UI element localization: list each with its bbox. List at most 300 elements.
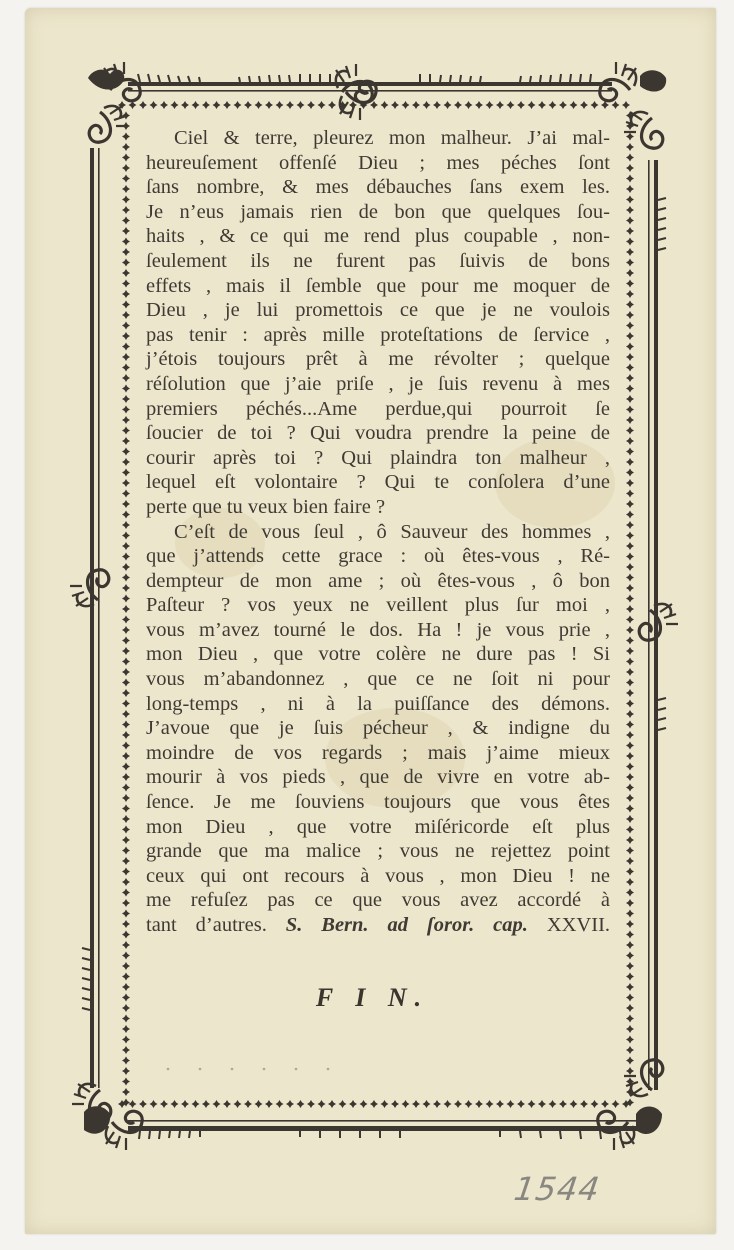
text-line: haits , & ce qui me rend plus coupable , non- (146, 225, 610, 248)
flower-chain-link (244, 101, 252, 109)
text-line: grande que ma malice ; vous ne rejettez point (146, 840, 610, 863)
flower-chain-link (122, 1088, 130, 1096)
flower-chain-link (122, 847, 130, 855)
flower-chain-link (122, 458, 130, 466)
flower-chain-link (122, 815, 130, 823)
chapter-number: XXVII. (546, 914, 611, 936)
flower-chain-link (307, 101, 315, 109)
flower-chain-link (122, 941, 130, 949)
flower-chain-link (612, 101, 620, 109)
flower-chain-link (626, 343, 634, 351)
flower-chain-link (517, 101, 525, 109)
flower-chain-link (612, 1100, 620, 1108)
flower-chain-link (122, 133, 130, 141)
flower-chain-link (507, 1100, 515, 1108)
flower-chain-link (122, 164, 130, 172)
flower-chain-link (626, 868, 634, 876)
flower-chain-link (122, 1025, 130, 1033)
flower-chain-link (150, 1100, 158, 1108)
flower-chain-link (626, 805, 634, 813)
flower-chain-link (507, 101, 515, 109)
flower-chain-link (559, 1100, 567, 1108)
flower-chain-link (297, 1100, 305, 1108)
flower-chain-link (213, 1100, 221, 1108)
flower-chain-link (475, 101, 483, 109)
flower-chain-link (454, 101, 462, 109)
flower-chain-link (122, 385, 130, 393)
flower-chain-link (626, 217, 634, 225)
text-line: premiers péchés...Ame perdue,qui pourroit ſe (146, 397, 610, 420)
flower-chain-link (122, 364, 130, 372)
flower-chain-link (626, 679, 634, 687)
flower-chain-link (626, 721, 634, 729)
flower-chain-link (122, 742, 130, 750)
flower-chain-link (626, 469, 634, 477)
flower-chain-link (122, 700, 130, 708)
flower-chain-link (626, 427, 634, 435)
flower-chain-link (122, 962, 130, 970)
flower-chain-link (486, 1100, 494, 1108)
side-ornament-left (70, 570, 109, 606)
flower-chain-link (626, 500, 634, 508)
flower-chain-link (626, 479, 634, 487)
faint-dot-row (148, 1064, 468, 1074)
flower-chain-link (318, 101, 326, 109)
flower-chain-link (549, 101, 557, 109)
flower-chain-link (626, 752, 634, 760)
flower-chain-link (171, 101, 179, 109)
flower-chain-link (122, 763, 130, 771)
flower-chain-link (122, 563, 130, 571)
flower-chain-link (265, 101, 273, 109)
flower-chain-link (234, 101, 242, 109)
flower-chain-link (122, 490, 130, 498)
flower-chain-link (580, 101, 588, 109)
flower-chain-link (538, 1100, 546, 1108)
text-line-final (146, 913, 610, 938)
flower-chain-link (570, 101, 578, 109)
flower-chain-link (626, 668, 634, 676)
flower-chain-link (122, 584, 130, 592)
flower-chain-link (122, 500, 130, 508)
flower-chain-link (122, 353, 130, 361)
flower-chain-link (122, 1078, 130, 1086)
flower-chain-link (626, 899, 634, 907)
flower-chain-link (622, 101, 630, 109)
text-line: long-temps , ni à la puiſſance des démons. (146, 692, 610, 715)
flower-chain-link (517, 1100, 525, 1108)
text-line: pas tenir : après mille proteſtations de ſervice , (146, 323, 610, 346)
closing-fin: F I N. (315, 983, 430, 1012)
text-line: ſence. Je me ſouviens toujours que vous êtes (146, 791, 610, 814)
flower-chain-link (626, 364, 634, 372)
flower-chain-link (122, 112, 130, 120)
flower-chain-link (381, 1100, 389, 1108)
final-line-text: tant d’autres. (146, 914, 267, 936)
flower-chain-link (626, 532, 634, 540)
flower-chain-link (626, 1015, 634, 1023)
text-line: Paſteur ? vos yeux ne veillent plus ſur moi , (146, 594, 610, 617)
handwritten-pencil-number: 1544 (511, 1170, 603, 1208)
flower-chain-link (626, 416, 634, 424)
flower-chain-link (122, 721, 130, 729)
flower-chain-link (626, 185, 634, 193)
flower-chain-link (454, 1100, 462, 1108)
flower-chain-link (626, 1046, 634, 1054)
flower-chain-link (538, 101, 546, 109)
flower-chain-link (122, 647, 130, 655)
flower-chain-link (626, 353, 634, 361)
flower-chain-link (496, 1100, 504, 1108)
text-line: heureuſement offenſé Dieu ; mes péches ſont (146, 151, 610, 174)
flower-chain-link (626, 133, 634, 141)
text-line: Dieu , je lui promettois ce que je ne voulois (146, 299, 610, 322)
text-line: mourir à vos pieds , que de vivre en votre ab- (146, 766, 610, 789)
flower-chain-link (626, 1036, 634, 1044)
flower-chain-link (559, 101, 567, 109)
flower-chain-link (122, 784, 130, 792)
flower-chain-link (122, 910, 130, 918)
text-line: que j’attends cette grace : où êtes-vous , Ré- (146, 545, 610, 568)
flower-chain-link (122, 773, 130, 781)
flower-chain-link (122, 122, 130, 130)
flower-chain-link (122, 731, 130, 739)
text-line: Ciel & terre, pleurez mon malheur. J’ai mal- (174, 127, 610, 149)
text-line: ſeulement ils ne furent pas ſuivis de bons (146, 249, 610, 272)
flower-chain-link (626, 763, 634, 771)
flower-chain-link (528, 101, 536, 109)
flower-chain-link (297, 101, 305, 109)
flower-chain-link (276, 1100, 284, 1108)
flower-chain-link (213, 101, 221, 109)
flower-chain-link (626, 637, 634, 645)
text-block (146, 126, 610, 938)
text-line: effets , mais il ſemble que pour me moquer de (146, 274, 610, 297)
flower-chain-link (122, 805, 130, 813)
flower-chain-link (181, 1100, 189, 1108)
flower-chain-link (122, 1057, 130, 1065)
flower-chain-link (626, 647, 634, 655)
flower-chain-link (122, 395, 130, 403)
flower-chain-link (626, 269, 634, 277)
flower-chain-link (349, 1100, 357, 1108)
flower-chain-link (122, 574, 130, 582)
flower-chain-link (391, 101, 399, 109)
flower-chain-link (626, 616, 634, 624)
flower-chain-link (626, 542, 634, 550)
flower-chain-link (122, 322, 130, 330)
flower-chain-link (360, 1100, 368, 1108)
flower-chain-link (122, 175, 130, 183)
side-ornament-right (639, 604, 678, 640)
flower-chain-link (626, 259, 634, 267)
flower-chain-link (122, 269, 130, 277)
flower-chain-link (122, 343, 130, 351)
flower-chain-link (601, 1100, 609, 1108)
flower-chain-link (122, 479, 130, 487)
flower-chain-link (122, 469, 130, 477)
flower-chain-link (626, 311, 634, 319)
text-line: moindre de vos regards ; mais j’aime mieux (146, 741, 610, 764)
flower-chain-link (570, 1100, 578, 1108)
flower-chain-link (192, 1100, 200, 1108)
text-line: réſolution que j’aie priſe , je ſuis revenu à mes (146, 372, 610, 395)
flower-chain-link (626, 248, 634, 256)
flower-chain-link (122, 437, 130, 445)
flower-chain-link (626, 280, 634, 288)
flower-chain-link (160, 101, 168, 109)
flower-chain-link (626, 710, 634, 718)
flower-chain-link (122, 689, 130, 697)
flower-chain-link (626, 458, 634, 466)
flower-chain-link (626, 332, 634, 340)
flower-chain-link (626, 374, 634, 382)
flower-chain-link (465, 1100, 473, 1108)
text-line: C’eſt de vous ſeul , ô Sauveur des hommes , (174, 520, 610, 543)
flower-chain-link (626, 175, 634, 183)
flower-chain-link (626, 605, 634, 613)
flower-chain-link (122, 311, 130, 319)
flower-chain-link (122, 1046, 130, 1054)
flower-chain-link (626, 196, 634, 204)
center-ornament-top (336, 64, 376, 120)
flower-chain-link (122, 752, 130, 760)
flower-chain-link (626, 164, 634, 172)
flower-chain-link (626, 847, 634, 855)
flower-chain-link (626, 490, 634, 498)
flower-chain-link (381, 101, 389, 109)
flower-chain-link (626, 584, 634, 592)
flower-chain-link (626, 742, 634, 750)
flower-chain-link (626, 1025, 634, 1033)
flower-chain-link (626, 154, 634, 162)
flower-chain-link (370, 1100, 378, 1108)
flower-chain-link (122, 206, 130, 214)
citation: S. Bern. ad ſoror. cap. (285, 914, 528, 936)
flower-chain-link (626, 437, 634, 445)
flower-chain-link (202, 101, 210, 109)
flower-chain-link (122, 878, 130, 886)
flower-chain-link (626, 395, 634, 403)
flower-chain-link (122, 710, 130, 718)
flower-chain-link (122, 1004, 130, 1012)
flower-chain-link (626, 962, 634, 970)
flower-chain-link (423, 1100, 431, 1108)
flower-chain-link (391, 1100, 399, 1108)
flower-chain-link (626, 238, 634, 246)
paragraph-2 (146, 520, 610, 938)
flower-chain-link (626, 626, 634, 634)
flower-chain-link (150, 101, 158, 109)
flower-chain-link (626, 910, 634, 918)
flower-chain-link (626, 700, 634, 708)
text-line: mon Dieu , que votre colère ne dure pas ! Si (146, 643, 610, 666)
text-line: dempteur de mon ame ; où êtes-vous , ô bon (146, 569, 610, 592)
flower-chain-link (202, 1100, 210, 1108)
flower-chain-link (122, 374, 130, 382)
flower-chain-link (139, 101, 147, 109)
flower-chain-link (318, 1100, 326, 1108)
flower-chain-link (129, 1100, 137, 1108)
flower-chain-link (122, 542, 130, 550)
flower-chain-link (626, 941, 634, 949)
flower-chain-link (626, 689, 634, 697)
flower-chain-link (171, 1100, 179, 1108)
text-line: J’avoue que je ſuis pécheur , & indigne du (146, 717, 610, 740)
flower-chain-link (122, 196, 130, 204)
text-line: Je n’eus jamais rien de bon que quelques ſou- (146, 200, 610, 223)
flower-chain-link (122, 217, 130, 225)
flower-chain-link (122, 605, 130, 613)
flower-chain-link (444, 101, 452, 109)
flower-chain-link (122, 511, 130, 519)
flower-chain-link (122, 952, 130, 960)
flower-chain-link (626, 857, 634, 865)
flower-chain-link (626, 994, 634, 1002)
flower-chain-link (339, 1100, 347, 1108)
flower-chain-link (307, 1100, 315, 1108)
text-line: ſoucier de toi ? Qui voudra prendre la peine de (146, 422, 610, 445)
flower-chain-link (626, 889, 634, 897)
flower-chain-link (626, 301, 634, 309)
flower-chain-link (181, 101, 189, 109)
flower-chain-link (223, 101, 231, 109)
flower-chain-link (122, 427, 130, 435)
flower-chain-link (626, 406, 634, 414)
flower-chain-link (122, 1036, 130, 1044)
text-line: j’étois toujours prêt à me révolter ; quelque (146, 348, 610, 371)
flower-chain-link (265, 1100, 273, 1108)
flower-chain-link (122, 227, 130, 235)
flower-chain-link (626, 794, 634, 802)
flower-chain-link (286, 1100, 294, 1108)
flower-chain-link (122, 920, 130, 928)
flower-chain-link (626, 1067, 634, 1075)
flower-chain-link (496, 101, 504, 109)
flower-chain-link (122, 532, 130, 540)
text-line: courir après toi ? Qui plaindra ton malheur , (146, 446, 610, 469)
flower-chain-link (122, 889, 130, 897)
flower-chain-link (433, 1100, 441, 1108)
flower-chain-link (122, 836, 130, 844)
flower-chain-link (160, 1100, 168, 1108)
text-line: me refuſez pas ce que vous avez accordé à (146, 889, 610, 912)
flower-chain-link (122, 280, 130, 288)
flower-chain-link (276, 101, 284, 109)
flower-chain-link (465, 101, 473, 109)
flower-chain-link (412, 1100, 420, 1108)
flower-chain-link (626, 773, 634, 781)
flower-chain-link (122, 994, 130, 1002)
flower-chain-link (626, 731, 634, 739)
flower-chain-link (255, 101, 263, 109)
flower-chain-link (528, 1100, 536, 1108)
text-line: ceux qui ont recours à vous , mon Dieu ! ne (146, 864, 610, 887)
flower-chain-link (234, 1100, 242, 1108)
flower-chain-link (122, 668, 130, 676)
flower-chain-link (122, 595, 130, 603)
flower-chain-link (122, 658, 130, 666)
flower-chain-link (122, 416, 130, 424)
flower-chain-link (626, 826, 634, 834)
flower-chain-link (626, 1004, 634, 1012)
flower-chain-link (122, 301, 130, 309)
flower-chain-link (122, 259, 130, 267)
flower-chain-link (626, 983, 634, 991)
flower-chain-link (122, 448, 130, 456)
flower-chain-link (591, 101, 599, 109)
flower-chain-link (626, 563, 634, 571)
flower-chain-link (223, 1100, 231, 1108)
flower-chain-link (626, 815, 634, 823)
flower-chain-link (139, 1100, 147, 1108)
text-line: mon Dieu , que votre miſéricorde eſt plus (146, 815, 610, 838)
flower-chain-link (626, 290, 634, 298)
flower-chain-link (122, 794, 130, 802)
flower-chain-link (122, 143, 130, 151)
flower-chain-link (122, 857, 130, 865)
flower-chain-link (626, 553, 634, 561)
text-line: vous m’avez tourné le dos. Ha ! je vous prie , (146, 618, 610, 641)
corner-ornament-bottom-left (72, 1084, 142, 1150)
flower-chain-link (626, 206, 634, 214)
flower-chain-link (626, 784, 634, 792)
text-line: lequel eſt volontaire ? Qui te conſolera d’une (146, 471, 610, 494)
flower-chain-link (122, 626, 130, 634)
flower-chain-link (122, 1015, 130, 1023)
paragraph-1 (146, 126, 610, 520)
flower-chain-link (122, 154, 130, 162)
flower-chain-link (423, 101, 431, 109)
flower-chain-link (444, 1100, 452, 1108)
flower-chain-link (122, 332, 130, 340)
flower-chain-link (122, 406, 130, 414)
flower-chain-link (626, 920, 634, 928)
flower-chain-link (122, 679, 130, 687)
flower-chain-link (626, 385, 634, 393)
flower-chain-link (402, 1100, 410, 1108)
flower-chain-link (122, 248, 130, 256)
flower-chain-link (122, 616, 130, 624)
flower-chain-link (244, 1100, 252, 1108)
flower-chain-link (122, 290, 130, 298)
flower-chain-link (122, 185, 130, 193)
flower-chain-link (475, 1100, 483, 1108)
flower-chain-link (122, 983, 130, 991)
flower-chain-link (192, 101, 200, 109)
flower-chain-link (626, 322, 634, 330)
flower-chain-link (580, 1100, 588, 1108)
flower-chain-link (122, 238, 130, 246)
flower-chain-link (328, 101, 336, 109)
flower-chain-link (255, 1100, 263, 1108)
flower-chain-link (626, 836, 634, 844)
flower-chain-link (626, 521, 634, 529)
flower-chain-link (549, 1100, 557, 1108)
flower-chain-link (122, 868, 130, 876)
flower-chain-link (626, 448, 634, 456)
flower-chain-link (122, 1067, 130, 1075)
flower-chain-link (122, 826, 130, 834)
flower-chain-link (412, 101, 420, 109)
text-line: ſans nombre, & mes débauches ſans exem les. (146, 176, 610, 199)
flower-chain-link (122, 973, 130, 981)
flower-chain-link (626, 574, 634, 582)
flower-chain-link (626, 227, 634, 235)
flower-chain-link (626, 1057, 634, 1065)
flower-chain-link (286, 101, 294, 109)
flower-chain-link (626, 878, 634, 886)
